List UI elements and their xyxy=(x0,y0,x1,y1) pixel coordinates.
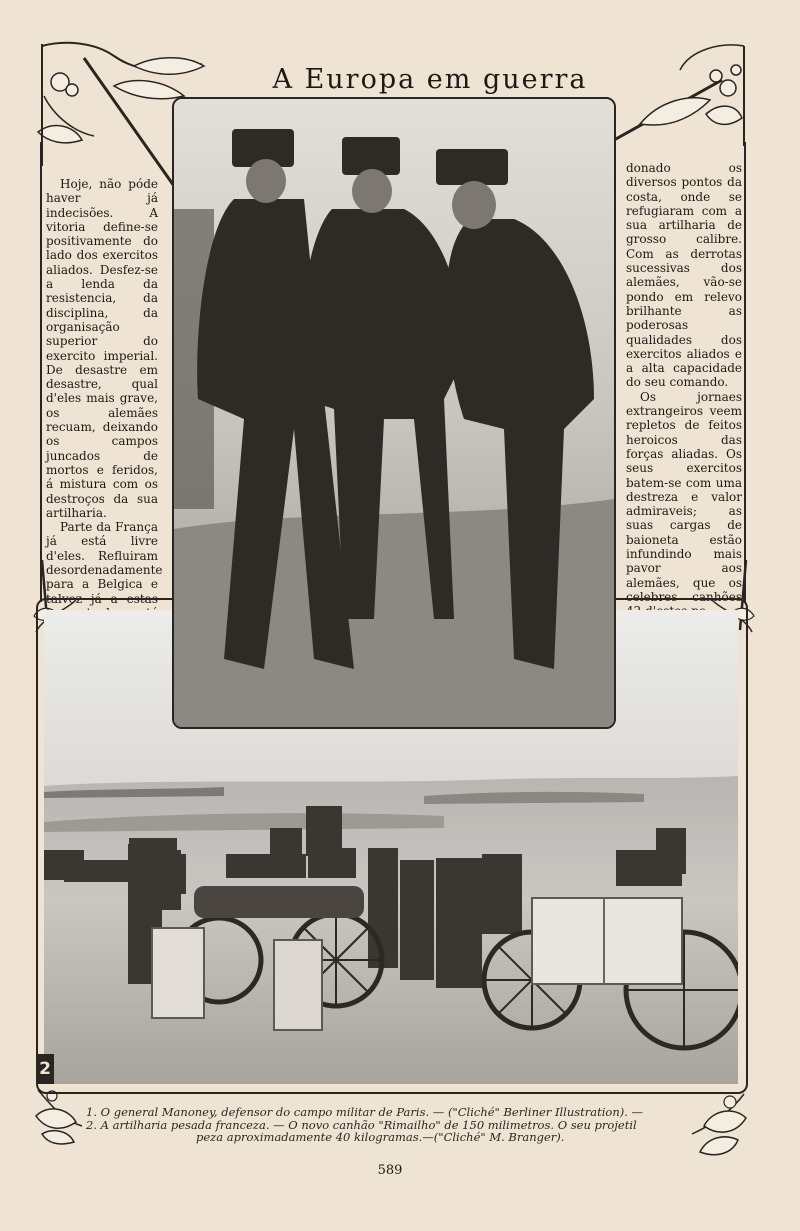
left-paragraph-1: Hoje, não póde haver já indecisões. A vitoria define-se positivamente do lado dos exercitos aliados. Desfez-se a lenda da resistencia, da disciplina, da organisação superior do exercito imperial. De desastre em desastre, qual d'eles mais grave, os alemães recuam, deixando os campos juncados de mortos e feridos, á mistura com os destroços da sua artilharia. xyxy=(46,177,158,520)
caption-line-2: 2. A artilharia pesada franceza. — O novo canhão "Rimailho" de 150 milimetros. O seu projetil xyxy=(86,1117,637,1132)
photo-captions xyxy=(86,1106,686,1144)
caption-line-3: peza aproximadamente 40 kilogramas.—("Cliché" M. Branger). xyxy=(196,1130,565,1145)
right-paragraph-2: Os jornaes extrangeiros veem repletos de feitos heroicos das forças aliadas. Os seus exercitos batem-se com uma destreza e valor admiraveis; as suas cargas de baioneta estão infundindo mais pavor aos alemães, que os celebres canhões xyxy=(626,389,742,604)
left-paragraph-2: Parte da França já está livre d'eles. Refluiram desordenadamente para a Belgica e talvez já a estas xyxy=(46,520,163,606)
figure-number-badge: 2 xyxy=(36,1054,54,1084)
right-paragraph-1: donado os diversos pontos da costa, onde se refugiaram com a sua artilharia de grosso calibre. Com as derrotas sucessivas dos alemães, vão-se pondo em relevo brilhante as poderosas qualidades dos exercitos aliados e a alta capacidade do seu comando. xyxy=(626,161,742,390)
page-title: A Europa em guerra xyxy=(272,64,588,96)
left-text-column xyxy=(46,177,163,606)
bottom-right-flower-ornament-icon xyxy=(684,1090,750,1160)
frame-left-line xyxy=(40,142,42,602)
bottom-left-flower-ornament-icon xyxy=(32,1086,88,1148)
frame-right-line xyxy=(744,142,746,602)
general-portrait-photograph xyxy=(172,97,616,729)
caption-line-1: 1. O general Manoney, defensor do campo militar de Paris. — ("Cliché" Berliner Illustration). — xyxy=(86,1105,644,1119)
right-text-column xyxy=(626,161,742,604)
page-number: 589 xyxy=(377,1163,403,1178)
